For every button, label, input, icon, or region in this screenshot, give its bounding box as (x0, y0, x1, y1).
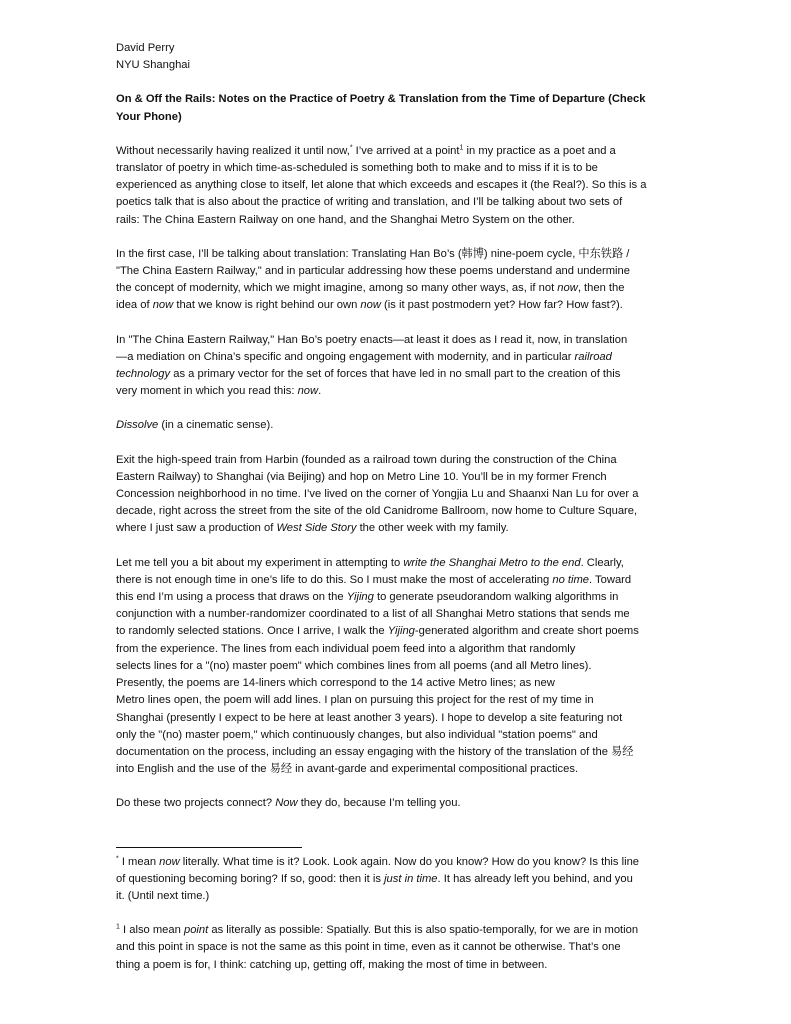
text-line: Metro lines open, the poem will add lines. I plan on pursuing this project for the rest of my time in (116, 694, 594, 707)
emphasis: Now (275, 797, 298, 810)
text-run: I mean (118, 855, 160, 868)
text-line: only the "(no) master poem," which continuously changes, but also individual "station poems" and (116, 728, 598, 741)
emphasis: no time (552, 573, 590, 586)
text-line: experienced as anything close to itself, let alone that which exceeds and escapes it (the Real?). So this is a (116, 179, 647, 192)
footnote-1-mark: 1 (116, 923, 120, 931)
text-run: in my practice as a poet and a (463, 144, 616, 157)
footnote-star-mark: * (116, 854, 119, 862)
text-run: the concept of modernity, which we might imagine, among so many other ways, as, if not (116, 282, 558, 295)
affiliation: NYU Shanghai (116, 59, 191, 72)
text-line (116, 297, 711, 314)
emphasis: now (297, 385, 319, 398)
paragraph-intro (116, 143, 711, 229)
text-run: I also mean (119, 924, 184, 937)
paragraph-harbin (116, 452, 711, 538)
text-line: it. (Until next time.) (116, 889, 210, 902)
text-line: thing a poem is for, I think: catching up, getting off, making the most of time in between. (116, 958, 548, 971)
text-run: (is it past postmodern yet? How far? How fast?). (380, 299, 623, 312)
text-run: very moment in which you read this: (116, 385, 298, 398)
text-line: In the first case, I’ll be talking about translation: Translating Han Bo’s (韩博) nine-poem cycle, 中东铁路 / (116, 247, 630, 260)
text-line: poetics talk that is also about the practice of writing and translation, and I’ll be talking about two sets of (116, 196, 623, 209)
text-line: decade, right across the street from the site of the old Canidrome Ballroom, now home to Culture Square, (116, 505, 638, 518)
text-line (116, 280, 711, 297)
title-line: On & Off the Rails: Notes on the Practice of Poetry & Translation from the Time of Departure (Check (116, 93, 646, 106)
text-run: that we know is right behind our own (173, 299, 361, 312)
text-run: of questioning becoming boring? If so, good: then it is (116, 872, 385, 885)
paragraph-railway (116, 332, 711, 401)
emphasis: now (159, 855, 180, 868)
title-line: Your Phone) (116, 110, 182, 123)
emphasis: now (360, 299, 381, 312)
text-run: as literally as possible: Spatially. But this is also spatio-temporally, for we are in motion (208, 924, 639, 937)
emphasis: just in time (384, 872, 438, 885)
text-run: . It has already left you behind, and you (437, 872, 633, 885)
footnote-divider (116, 847, 302, 848)
text-run: -generated algorithm and create short poems (414, 625, 639, 638)
text-run: to randomly selected stations. Once I arrive, I walk the (116, 625, 388, 638)
text-run: they do, because I’m telling you. (297, 797, 461, 810)
text-line (116, 922, 711, 939)
text-run: . Toward (589, 573, 632, 586)
text-line: into English and the use of the 易经 in avant-garde and experimental compositional practices. (116, 763, 579, 776)
text-run: literally. What time is it? Look. Look again. Now do you know? How do you know? Is this line (179, 855, 640, 868)
text-run: where I just saw a production of (116, 522, 277, 535)
text-run: Let me tell you a bit about my experiment in attempting to (116, 556, 404, 569)
emphasis: Yijing (346, 591, 374, 604)
text-line (116, 366, 711, 383)
text-run: —a mediation on China’s specific and ongoing engagement with modernity, and in particular (116, 350, 575, 363)
text-line: "The China Eastern Railway," and in particular addressing how these poems understand and undermine (116, 265, 630, 278)
text-run: Without necessarily having realized it until now, (116, 144, 350, 157)
text-run: Do these two projects connect? (116, 797, 276, 810)
emphasis: West Side Story (276, 522, 357, 535)
text-line: rails: The China Eastern Railway on one hand, and the Shanghai Metro System on the other. (116, 213, 575, 226)
emphasis: now (152, 299, 174, 312)
footnote-star (116, 854, 711, 906)
text-run: this end I’m using a process that draws on the (116, 591, 347, 604)
text-line: selects lines for a "(no) master poem" which combines lines from all poems (and all Metro lines). (116, 659, 592, 672)
emphasis: railroad (574, 350, 612, 363)
text-line (116, 520, 711, 537)
footnote-marker-star[interactable]: * (349, 144, 353, 152)
text-line (116, 349, 711, 366)
text-run: there is not enough time in one’s life to do this. So I must make the most of accelerating (116, 573, 553, 586)
text-run: , then the (577, 282, 625, 295)
text-line: conjunction with a number-randomizer coordinated to a list of all Shanghai Metro stations that sends me (116, 608, 630, 621)
text-line: from the experience. The lines from each individual poem feed into a algorithm that randomly (116, 642, 576, 655)
text-line (116, 871, 711, 888)
text-line (116, 795, 711, 812)
footnote-1 (116, 922, 711, 974)
text-line: and this point in space is not the same as this point in time, even as it cannot be otherwise. That’s one (116, 941, 621, 954)
text-line (116, 143, 711, 160)
text-run: . (318, 385, 322, 398)
text-run: . Clearly, (580, 556, 624, 569)
paragraph-translation (116, 246, 711, 315)
text-run: to generate pseudorandom walking algorithms in (373, 591, 619, 604)
text-line (116, 555, 711, 572)
emphasis: point (183, 924, 209, 937)
text-run: idea of (116, 299, 153, 312)
text-line: documentation on the process, including an essay engaging with the history of the translation of the 易经 (116, 745, 634, 758)
text-line: Presently, the poems are 14-liners which correspond to the 14 active Metro lines; as new (116, 677, 555, 690)
emphasis: technology (116, 368, 171, 381)
text-run: (in a cinematic sense). (158, 419, 274, 432)
emphasis: write the Shanghai Metro to the end (403, 556, 581, 569)
document-title (116, 91, 711, 125)
text-line (116, 854, 711, 871)
text-line: translator of poetry in which time-as-scheduled is something both to make and to miss if it is to be (116, 162, 598, 175)
text-line (116, 623, 711, 640)
text-line (116, 572, 711, 589)
text-run: the other week with my family. (356, 522, 509, 535)
text-line: Shanghai (presently I expect to be here at least another 3 years). I hope to develop a site featuring not (116, 711, 623, 724)
text-line: Exit the high-speed train from Harbin (founded as a railroad town during the construction of the China (116, 453, 617, 466)
emphasis: Dissolve (116, 419, 159, 432)
text-line (116, 417, 711, 434)
author-name: David Perry (116, 42, 175, 54)
text-run: as a primary vector for the set of forces that have led in no small part to the creation of this (170, 368, 621, 381)
text-line (116, 383, 711, 400)
text-line (116, 589, 711, 606)
footnote-marker-1[interactable]: 1 (459, 144, 464, 152)
text-line: In "The China Eastern Railway," Han Bo’s poetry enacts—at least it does as I read it, now, in translation (116, 333, 628, 346)
emphasis: now (557, 282, 578, 295)
paragraph-metro (116, 555, 711, 779)
text-line: Eastern Railway) to Shanghai (via Beijing) and hop on Metro Line 10. You’ll be in my former French (116, 470, 607, 483)
text-run: I’ve arrived at a point (352, 144, 460, 157)
text-line: Concession neighborhood in no time. I’ve lived on the corner of Yongjia Lu and Shaanxi Nan Lu for over a (116, 488, 639, 501)
emphasis: Yijing (387, 625, 415, 638)
